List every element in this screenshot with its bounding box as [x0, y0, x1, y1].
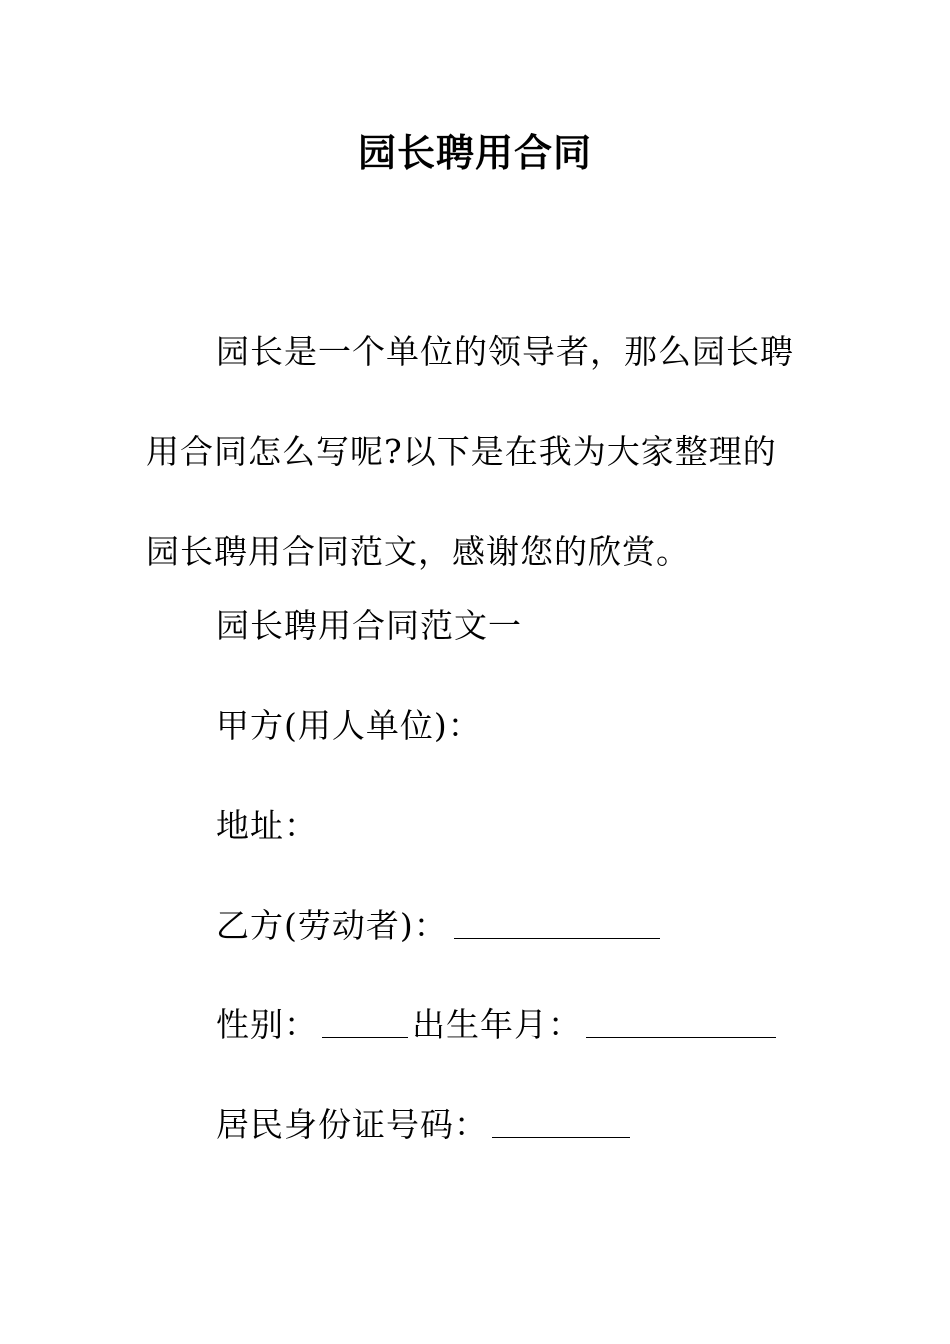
- id-line: [216, 1103, 630, 1147]
- gender-birth-line: [216, 1003, 776, 1047]
- gender-label: 性别：: [216, 1005, 318, 1044]
- birth-label: 出生年月：: [412, 1005, 582, 1044]
- address-line: [216, 804, 318, 848]
- gender-blank: [322, 1007, 408, 1038]
- id-label: 居民身份证号码：: [216, 1105, 488, 1144]
- id-blank: [492, 1107, 630, 1138]
- party-b-blank: [454, 908, 660, 939]
- party-a-label: 甲方(用人单位)：: [216, 706, 482, 745]
- section-heading: 园长聘用合同范文一: [216, 606, 522, 645]
- birth-blank: [586, 1007, 776, 1038]
- party-a-line: [216, 704, 482, 748]
- party-b-line: [216, 904, 660, 948]
- party-b-label: 乙方(劳动者)：: [216, 906, 448, 945]
- address-label: 地址：: [216, 806, 318, 845]
- intro-paragraph: 园长是一个单位的领导者，那么园长聘用合同怎么写呢?以下是在我为大家整理的园长聘用合同范文，感谢您的欣赏。: [146, 332, 794, 571]
- document-title: 园长聘用合同: [357, 130, 592, 175]
